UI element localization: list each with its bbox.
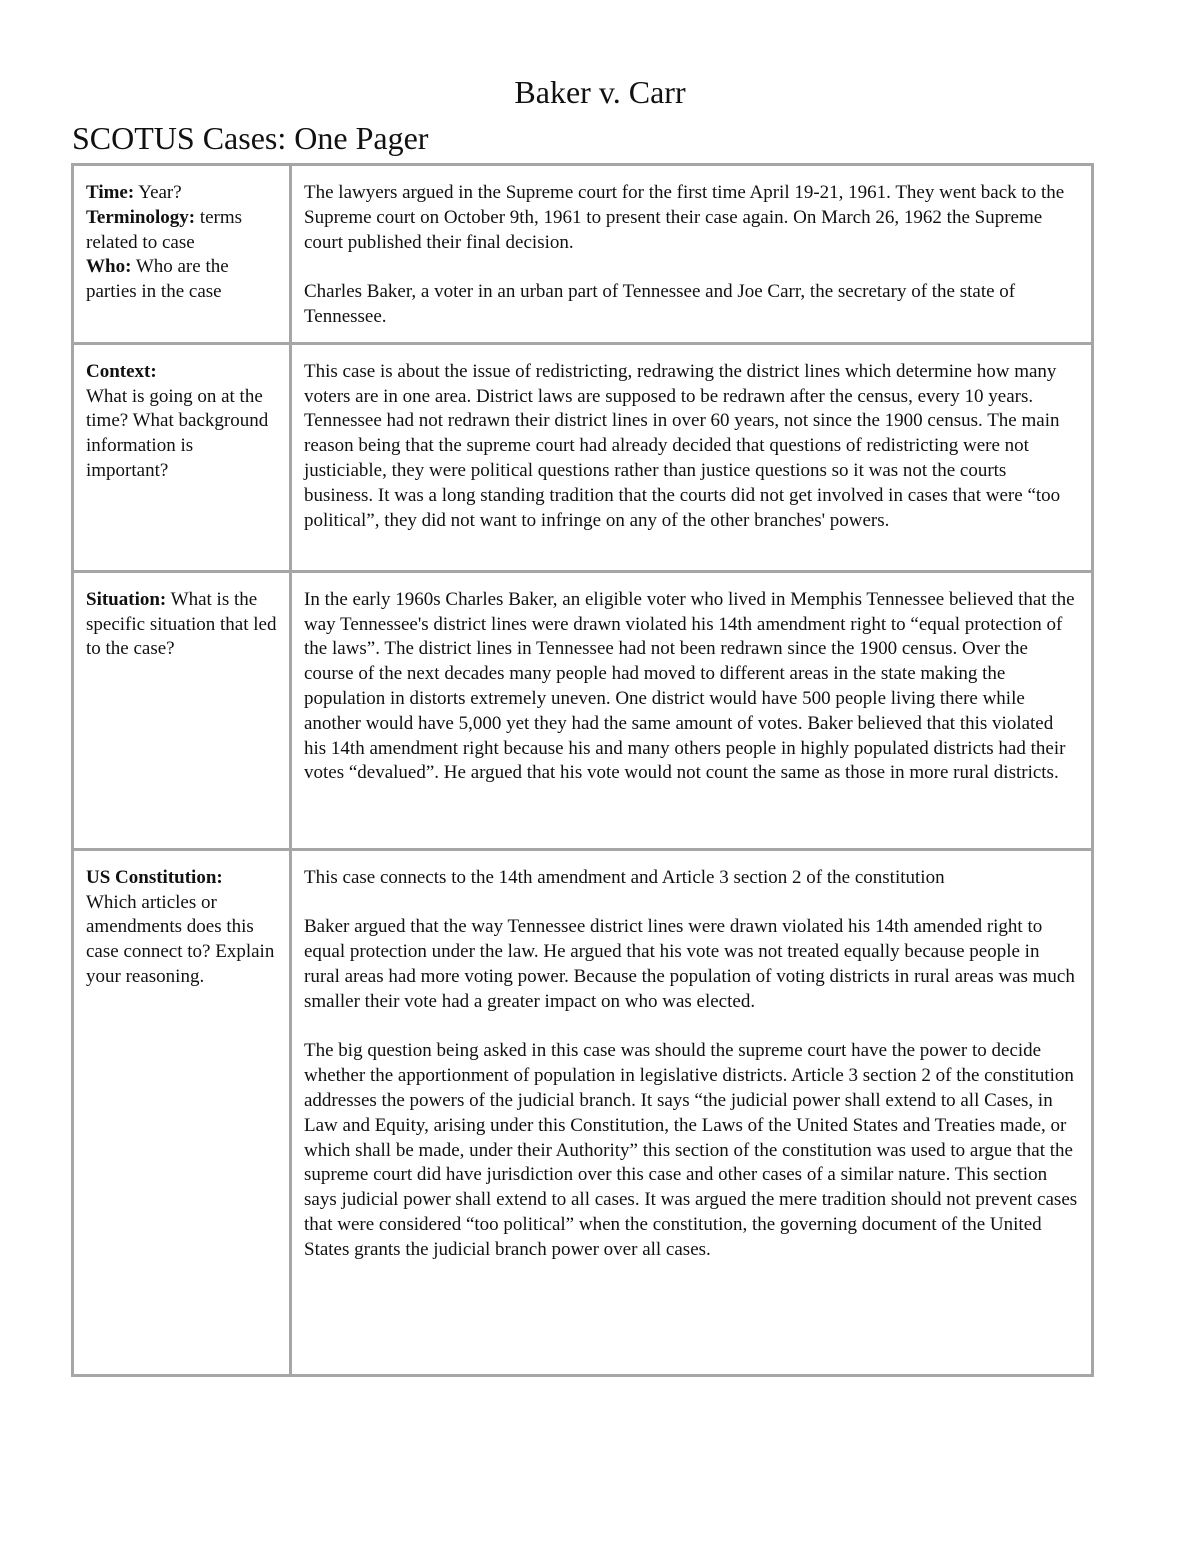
answer-paragraph: Charles Baker, a voter in an urban part of Tennessee and Joe Carr, the secretary of the state of Tennessee. bbox=[304, 281, 1016, 327]
prompt-text: Which articles or amendments does this case connect to? Explain your reasoning. bbox=[86, 891, 275, 987]
answer-paragraph: Baker argued that the way Tennessee district lines were drawn violated his 14th amended right to equal protection under the law. He argued that his vote was not treated equally because people in rural areas had more voting power. Because the population of voting districts in rural areas was much smaller their vote had a greater impact on who was elected. bbox=[304, 916, 1075, 1012]
prompt-text: What is going on at the time? What background information is important? bbox=[86, 385, 269, 481]
answer-paragraph: In the early 1960s Charles Baker, an eligible voter who lived in Memphis Tennessee believed that the way Tennessee's district lines were drawn violated his 14th amendment right to “equal protection of the laws”. The district lines in Tennessee had not been redrawn since the 1900 census. Over the course of the next decades many people had moved to different areas in the state making the population in distorts extremely uneven. One district would have 500 people living there while another would have 5,000 yet they had the same amount of votes. Baker believed that this violated his 14th amendment right because his and many others people in highly populated districts had their votes “devalued”. He argued that his vote would not count the same as those in more rural districts. bbox=[304, 588, 1075, 784]
answer-cell bbox=[291, 571, 1093, 849]
prompt-label: US Constitution: bbox=[86, 866, 223, 888]
answer-paragraph: This case connects to the 14th amendment and Article 3 section 2 of the constitution bbox=[304, 866, 945, 888]
prompt-who bbox=[86, 255, 277, 305]
prompt-label: Who: bbox=[86, 256, 132, 278]
prompt-text: What is the specific situation that led to the case? bbox=[86, 588, 277, 660]
answer-cell bbox=[291, 165, 1093, 344]
prompt-label: Situation: bbox=[86, 588, 167, 610]
prompt-text: terms related to case bbox=[86, 206, 243, 253]
document-subtitle: SCOTUS Cases: One Pager bbox=[72, 120, 429, 156]
one-pager-table bbox=[71, 163, 1094, 1377]
answer-paragraph: The big question being asked in this case was should the supreme court have the power to decide whether the apportionment of population in legislative districts. Article 3 section 2 of the constitution addresses the powers of the judicial branch. It says “the judicial power shall extend to all Cases, in Law and Equity, arising under this Constitution, the Laws of the United States and Treaties made, or which shall be made, under their Authority” this section of the constitution was used to argue that the supreme court did have jurisdiction over this case and other cases of a similar nature. This section says judicial power shall extend to all cases. It was argued the mere tradition should not prevent cases that were considered “too political” when the constitution, the governing document of the United States grants the judicial branch power over all cases. bbox=[304, 1040, 1078, 1260]
prompt-terminology bbox=[86, 206, 277, 256]
prompt-time bbox=[86, 181, 277, 206]
answer-paragraph: This case is about the issue of redistricting, redrawing the district lines which determine how many voters are in one area. District laws are supposed to be redrawn after the census, every 10 years. Tennessee had not redrawn their district lines in over 60 years, not since the 1900 census. The main reason being that the supreme court had already decided that questions of redistricting were not justiciable, they were political questions rather than justice questions so it was not the courts business. It was a long standing tradition that the courts did not get involved in cases that were “too political”, they did not want to infringe on any of the other branches' powers. bbox=[304, 360, 1061, 531]
prompt-label: Time: bbox=[86, 182, 135, 203]
prompt-label: Context: bbox=[86, 360, 157, 382]
table-row-context bbox=[73, 343, 1093, 571]
table-row-time-terminology-who bbox=[73, 165, 1093, 344]
prompt-cell bbox=[73, 343, 291, 571]
answer-cell bbox=[291, 343, 1093, 571]
prompt-cell bbox=[73, 571, 291, 849]
document-title: Baker v. Carr bbox=[514, 74, 686, 110]
prompt-cell bbox=[73, 165, 291, 344]
prompt-cell bbox=[73, 849, 291, 1375]
answer-cell bbox=[291, 849, 1093, 1375]
answer-paragraph: The lawyers argued in the Supreme court for the first time April 19-21, 1961. They went back to the Supreme court on October 9th, 1961 to present their case again. On March 26, 1962 the Supreme court published their final decision. bbox=[304, 182, 1065, 253]
table-row-us-constitution bbox=[73, 849, 1093, 1375]
prompt-text: Year? bbox=[134, 182, 182, 203]
prompt-label: Terminology: bbox=[86, 206, 196, 228]
table-row-situation bbox=[73, 571, 1093, 849]
prompt-text: Who are the parties in the case bbox=[86, 256, 229, 303]
